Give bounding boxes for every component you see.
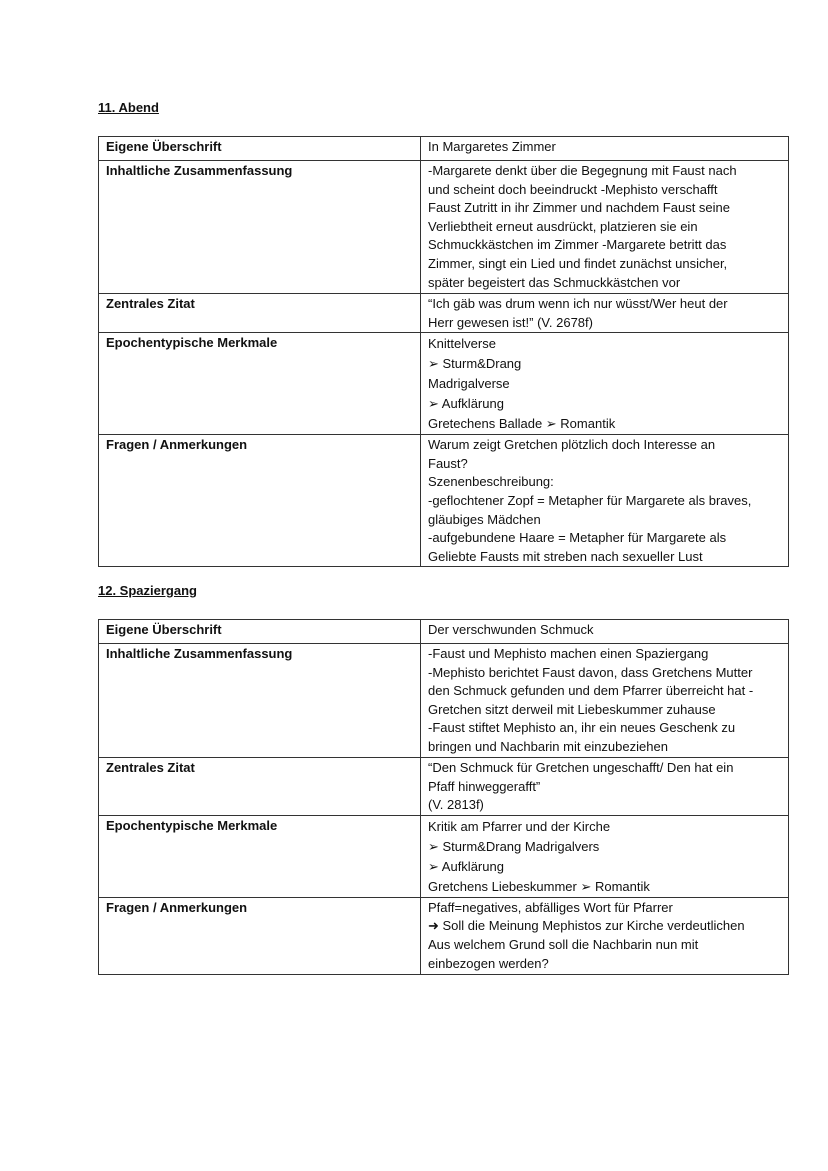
value-line: und scheint doch beeindruckt -Mephisto verschafft: [428, 181, 718, 197]
row-label: Zentrales Zitat: [99, 758, 421, 816]
value-line: einbezogen werden?: [428, 955, 549, 971]
value-line: “Ich gäb was drum wenn ich nur wüsst/Wer heut der: [428, 296, 728, 311]
value-line: Geliebte Fausts mit streben nach sexueller Lust: [428, 548, 703, 564]
row-value: [421, 897, 789, 974]
row-value: [421, 161, 789, 294]
value-line: ➢ Aufklärung: [428, 858, 504, 874]
value-line: ➢ Sturm&Drang: [428, 356, 522, 372]
value-line: Aus welchem Grund soll die Nachbarin nun mit: [428, 936, 699, 952]
value-line: -Faust und Mephisto machen einen Spaziergang: [428, 646, 709, 661]
row-value: [421, 435, 789, 567]
value-line: Verliebtheit erneut ausdrückt, platzieren sie ein: [428, 218, 698, 234]
table-row: [99, 161, 789, 294]
row-value: [421, 294, 789, 333]
value-line: ➢ Aufklärung: [428, 396, 504, 412]
scene-table-spaziergang: [98, 619, 789, 975]
value-line: Schmuckkästchen im Zimmer -Margarete betritt das: [428, 237, 727, 253]
value-line: Pfaff hinweggerafft”: [428, 778, 541, 794]
value-line: bringen und Nachbarin mit einzubeziehen: [428, 738, 668, 754]
row-label: Inhaltliche Zusammenfassung: [99, 161, 421, 294]
section-title-spaziergang: 12. Spaziergang: [98, 583, 197, 598]
row-value: [421, 620, 789, 644]
value-line: Gretechens Ballade ➢ Romantik: [428, 416, 616, 432]
value-line: Madrigalverse: [428, 376, 510, 392]
row-value: [421, 758, 789, 816]
value-line: den Schmuck gefunden und dem Pfarrer überreicht hat -: [428, 683, 754, 699]
value-line: später begeistert das Schmuckkästchen vor: [428, 274, 681, 290]
value-line: -Margarete denkt über die Begegnung mit Faust nach: [428, 163, 737, 178]
row-value: [421, 644, 789, 758]
value-line: (V. 2813f): [428, 797, 484, 813]
value-line: Kritik am Pfarrer und der Kirche: [428, 818, 611, 834]
row-label: Epochentypische Merkmale: [99, 815, 421, 897]
row-label: Fragen / Anmerkungen: [99, 435, 421, 567]
value-line: -Faust stiftet Mephisto an, ihr ein neues Geschenk zu: [428, 720, 736, 736]
row-label: Eigene Überschrift: [99, 137, 421, 161]
value-line: gläubiges Mädchen: [428, 511, 541, 527]
row-label: Eigene Überschrift: [99, 620, 421, 644]
row-label: Inhaltliche Zusammenfassung: [99, 644, 421, 758]
value-line: Warum zeigt Gretchen plötzlich doch Interesse an: [428, 437, 716, 453]
value-line: Der verschwunden Schmuck: [428, 622, 594, 637]
table-row: [99, 897, 789, 974]
value-line: ➢ Sturm&Drang Madrigalvers: [428, 838, 600, 854]
value-line: In Margaretes Zimmer: [428, 139, 556, 154]
table-row: [99, 294, 789, 333]
value-line: -geflochtener Zopf = Metapher für Margarete als braves,: [428, 492, 752, 508]
row-value: [421, 333, 789, 435]
table-row: [99, 815, 789, 897]
value-line: Gretchen sitzt derweil mit Liebeskummer zuhause: [428, 701, 716, 717]
value-line: Faust?: [428, 455, 468, 471]
scene-table-abend: [98, 136, 789, 567]
table-row: [99, 137, 789, 161]
table-row: [99, 758, 789, 816]
row-label: Zentrales Zitat: [99, 294, 421, 333]
row-label: Epochentypische Merkmale: [99, 333, 421, 435]
table-row: [99, 435, 789, 567]
value-line: Faust Zutritt in ihr Zimmer und nachdem Faust seine: [428, 200, 731, 216]
value-line: -aufgebundene Haare = Metapher für Margarete als: [428, 530, 727, 546]
table-row: [99, 333, 789, 435]
row-value: [421, 137, 789, 161]
value-line: Knittelverse: [428, 336, 496, 352]
table-row: [99, 644, 789, 758]
value-line: “Den Schmuck für Gretchen ungeschafft/ Den hat ein: [428, 760, 734, 775]
value-line: Zimmer, singt ein Lied und findet zunächst unsicher,: [428, 255, 728, 271]
section-title-abend: 11. Abend: [98, 100, 159, 115]
row-label: Fragen / Anmerkungen: [99, 897, 421, 974]
value-line: Gretchens Liebeskummer ➢ Romantik: [428, 878, 650, 894]
value-line: -Mephisto berichtet Faust davon, dass Gretchens Mutter: [428, 664, 753, 680]
value-line: ➜ Soll die Meinung Mephistos zur Kirche verdeutlichen: [428, 918, 745, 934]
value-line: Pfaff=negatives, abfälliges Wort für Pfarrer: [428, 899, 673, 915]
value-line: Herr gewesen ist!” (V. 2678f): [428, 314, 593, 330]
table-row: [99, 620, 789, 644]
row-value: [421, 815, 789, 897]
value-line: Szenenbeschreibung:: [428, 474, 554, 490]
